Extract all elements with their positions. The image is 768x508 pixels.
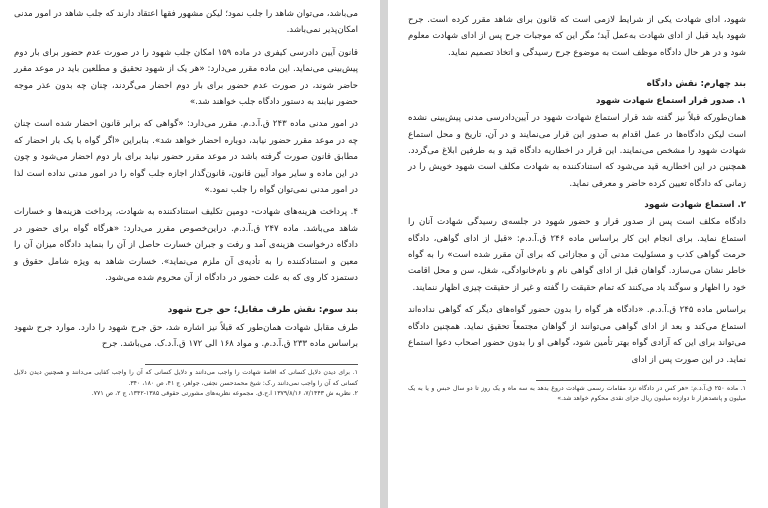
right-page (388, 0, 768, 508)
right-paragraph-4: براساس ماده ۲۴۵ ق.آ.د.م. «دادگاه هر گواه را بدون حضور گواه‌های دیگر که گواهی نداده‌اند استماع می‌کند و بعد از ادای گواهی می‌توانند از گواهان مجتمعاً تحقیق نماید. همچنین دادگاه می‌تواند برای این که آزادی گواه بهتر تأمین شود، گواهی او را بدون حضور اصحاب دعوا استماع نماید. در این صورت پس از ادای (408, 305, 746, 365)
left-paragraph-1: می‌باشد، می‌توان شاهد را جلب نمود؛ لیکن مشهور فقها اعتقاد دارند که جلب شاهد در امور مدنی امکان‌پذیر نمی‌باشد. (14, 9, 358, 36)
left-paragraph-5: طرف مقابل شهادت همان‌طور که قبلاً نیز اشاره شد، حق جرح شهود را دارد. موارد جرح شهود براساس ماده ۲۳۳ ق.آ.د.م. و مواد ۱۶۸ الی ۱۷۲ ق.آ.د.ک. می‌باشد. جرح (14, 322, 358, 349)
right-subheading-1: ۱. صدور قرار استماع شهادت شهود (596, 96, 746, 107)
right-footnote-1: ۱. ماده ۲۵۰ ق.آ.د.م: «هر کس در دادگاه نزد مقامات رسمی شهادت دروغ بدهد به سه ماه و یک روز تا دو سال حبس و یا به یک میلیون و پانصدهزار تا دوازده میلیون ریال جزای نقدی محکوم خواهد شد.» (408, 384, 746, 403)
left-paragraph-3: در امور مدنی ماده ۲۴۳ ق.آ.د.م. مقرر می‌دارد: «گواهی که برابر قانون احضار شده است چنان چه در موعد مقرر حضور نیابد، دوباره احضار خواهد شد». بنابراین «اگر گواه با یک بار احضار که مطابق قانون صورت گرفته باشد در موعد مقرر حضور نیابد برای بار دوم احضار می‌شود و چون در این ماده و سایر مواد آیین قانون، قانون‌گذار اجازه جلب گواه را در امور مدنی نداده است لذا در امور مدنی نمی‌توان گواه را جلب نمود.» (14, 119, 358, 196)
left-section-heading: بند سوم: نقش طرف مقابل؛ حق جرح شهود (167, 304, 358, 315)
left-footnote-2: ۲. نظریه ش ۷/۱۴۴۳، ۱۳۷۹/۸/۱۶ ا.ح.ق. مجموعه نظریه‌های مشورتی حقوقی ۱۳۸۵-۱۳۴۲، ج ۲، ص ۷۷۱. (91, 390, 358, 398)
left-paragraph-4: ۴. پرداخت هزینه‌های شهادت- دومین تکلیف استنادکننده به شهادت، پرداخت هزینه‌ها و خسارات شاهد می‌باشد. ماده ۲۴۷ ق.آ.د.م. دراین‌خصوص مقرر می‌دارد: «هرگاه گواه برای حضور در دادگاه درخواست هزینه‌ی آمد و رفت و جبران خسارت حاصل از آن را بنماید دادگاه میزان آن را معین و استنادکننده را به تأدیه‌ی آن ملزم می‌نماید». خسارت شاهد به ویژه شامل حقوق و دستمزد کار وی که به علت حضور در دادگاه از آن محروم شده می‌شود. (14, 207, 359, 284)
right-section-heading: بند چهارم: نقش دادگاه (646, 79, 746, 90)
right-paragraph-1: شهود، ادای شهادت یکی از شرایط لازمی است که قانون برای شاهد مقرر کرده است. جرح شهود باید قبل از ادای شهادت به‌عمل آید؛ مگر این که موجبات جرح پس از ادای شهادت معلوم شود و در هر حال دادگاه موظف است به موضوع جرح رسیدگی و اتخاذ تصمیم نماید. (408, 15, 746, 58)
right-paragraph-3: دادگاه مکلف است پس از صدور قرار و حضور شهود در جلسه‌ی رسیدگی شهادت آنان را استماع نماید. برای انجام این کار براساس ماده ۲۴۶ ق.آ.د.م: «قبل از ادای گواهی، دادگاه حرمت گواهی کذب و مسئولیت مدنی آن و مجازاتی که برای آن مقرر شده است» را به گواه خاطر نشان می‌سازد. گواهان قبل از ادای گواهی نام و نام‌خانوادگی، شغل، سن و محل اقامت خود را اظهار و سوگند یاد می‌کنند که تمام حقیقت را گفته و غیر از حقیقت چیزی اظهار ننمایند. (408, 217, 746, 293)
left-paragraph-2: قانون آیین دادرسی کیفری در ماده ۱۵۹ امکان جلب شهود را در صورت عدم حضور برای بار دوم پیش‌بینی می‌نماید. این ماده مقرر می‌دارد: «هر یک از شهود تحقیق و مطلعین باید در موعد مقرر حاضر شوند، در صورت عدم حضور برای بار دوم احضار می‌گردند، چنان چه بدون عذر موجه حضور نیابند به دستور دادگاه جلب خواهند شد.» (14, 47, 359, 108)
left-page (0, 0, 380, 508)
right-subheading-2: ۲. استماع شهادت شهود (644, 200, 746, 211)
page-gutter (380, 0, 388, 508)
right-footnote-rule (536, 380, 746, 381)
left-footnote-1: ۱. برای دیدن دلایل کسانی که اقامهٔ شهادت را واجب می‌دانند و دلایل کسانی که آن را واجب کفایی می‌دانند و همچنین دیدن دلایل کسانی که آن را واجب نمی‌دانند ر.ک: شیخ محمدحسن نجفی، جواهر، ج ۴۱، ص ۱۸۰، ۳۴۰. (14, 369, 358, 387)
left-footnote-rule (145, 364, 358, 365)
right-paragraph-2: همان‌طورکه قبلاً نیز گفته شد قرار استماع شهادت شهود در آیین‌دادرسی مدنی پیش‌بینی نشده است لیکن دادگاه‌ها در عمل اقدام به صدور این قرار می‌نمایند و در آن، تاریخ و محل استماع شهادت شهود را مشخص می‌نمایند. این قرار در اخطاریه دادگاه قید و به طرفین ابلاغ می‌گردد. همچنین در این اخطاریه قید می‌شود که استنادکننده به شهادت مکلف است شهود خویش را در زمانی که دادگاه تعیین کرده حاضر و معرفی نماید. (408, 113, 746, 189)
